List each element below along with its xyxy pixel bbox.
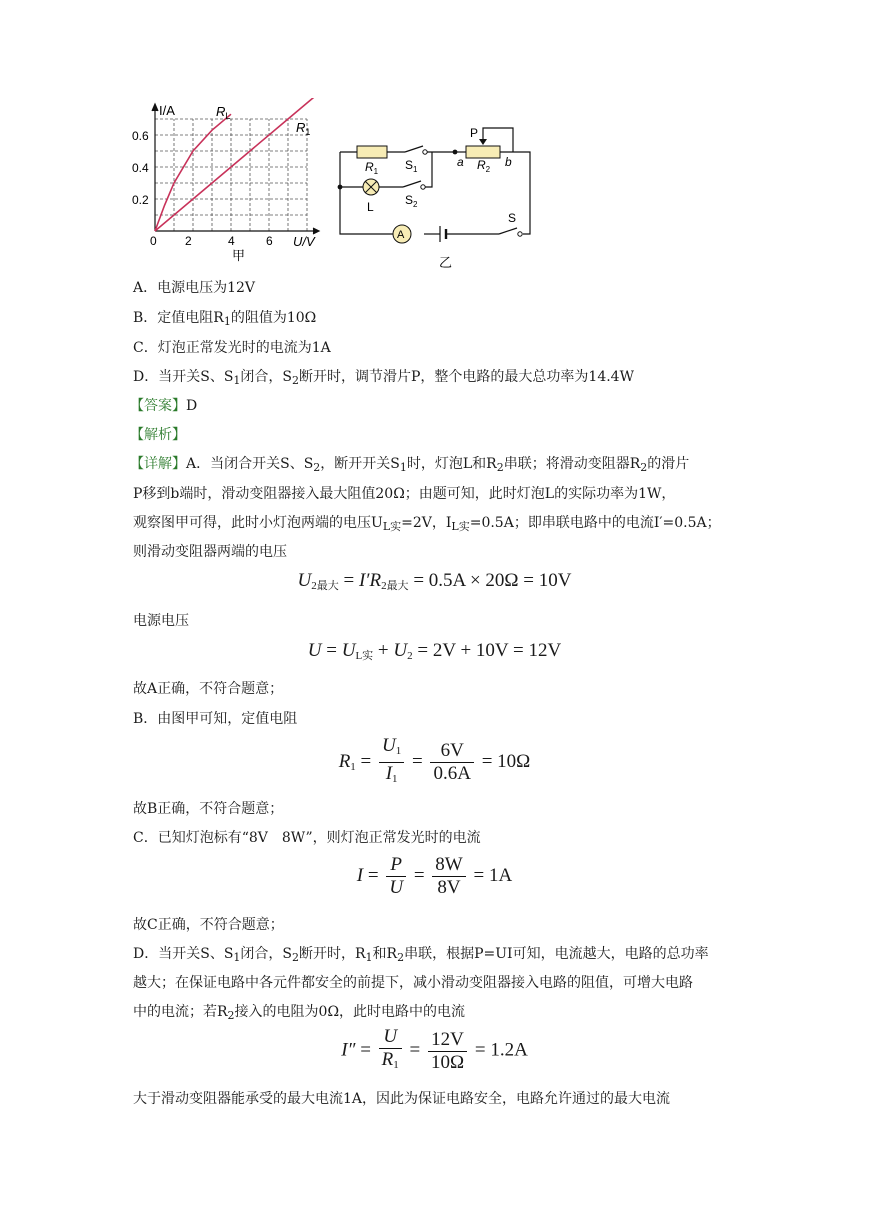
answer-value: D [186, 398, 198, 414]
label-r2: $R_2$ [477, 158, 491, 174]
x-axis-label: U/V [293, 234, 315, 249]
rheostat-r2 [466, 146, 500, 158]
switch-s2-contact [421, 185, 425, 189]
option-b: B．定值电阻$R_1$的阻值为10Ω [133, 310, 317, 328]
formula-u2max: $U_{2最大} = I'R_{2最大} = 0.5A \times 20\Omega = 10V$ [297, 570, 572, 592]
detail-line-10: 故C正确，不符合题意； [133, 917, 284, 933]
slider-p-arrow [479, 139, 487, 145]
x-tick-4: 4 [228, 234, 235, 248]
answer-line [130, 396, 197, 416]
formula-r1: $R_1$ = $\frac{U_1}{I_1}$ = $\frac{6V}{0.6A}$ = 10Ω [338, 735, 531, 785]
graph-jia [128, 98, 328, 268]
answer-tag: 【答案】 [130, 398, 186, 414]
switch-s-contact [518, 232, 522, 236]
switch-s1-contact [423, 150, 427, 154]
detail-line-12: 越大；在保证电路中各元件都安全的前提下，减小滑动变阻器接入电路的阻值，可增大电路 [133, 975, 693, 991]
detail-line-7: B．由图甲可知，定值电阻 [133, 711, 298, 727]
detail-line-1: 【详解】A．当闭合开关S、$S_2$，断开开关$S_1$时，灯泡L和$R_2$串联；将滑动变阻器$R_2$的滑片 [130, 456, 690, 474]
option-c: C．灯泡正常发光时的电流为1A [133, 340, 331, 356]
circuit-caption: 乙 [439, 255, 453, 270]
detail-line-8: 故B正确，不符合题意； [133, 801, 284, 817]
graph-grid [155, 119, 307, 231]
series-r1-line [155, 98, 317, 231]
origin-tick: 0 [150, 234, 157, 248]
option-d: D．当开关S、$S_1$闭合，$S_2$断开时，调节滑片P，整个电路的最大总功率为14.4W [133, 369, 634, 387]
junction-dot [453, 150, 458, 155]
graph-caption: 甲 [232, 248, 246, 263]
label-s: S [508, 211, 517, 225]
detail-line-11: D．当开关S、$S_1$闭合，$S_2$断开时，$R_1$和$R_2$串联，根据P=UI可知，电流越大，电路的总功率 [133, 946, 709, 964]
label-b: b [505, 155, 512, 169]
y-axis-label: I/A [159, 103, 175, 118]
graph-axes [152, 104, 319, 234]
label-r1: $R_1$ [365, 160, 379, 176]
detail-line-14: 大于滑动变阻器能承受的最大电流1A，因此为保证电路安全，电路允许通过的最大电流 [133, 1091, 671, 1107]
label-l: L [367, 200, 374, 214]
series-rl-label: $R_L$ [216, 104, 231, 121]
label-a: a [457, 155, 464, 169]
detail-line-9: C．已知灯泡标有“8V 8W”，则灯泡正常发光时的电流 [133, 830, 481, 846]
x-tick-2: 2 [185, 234, 192, 248]
detail-line-4: 则滑动变阻器两端的电压 [133, 544, 287, 560]
label-s2: $S_2$ [405, 193, 418, 209]
label-ammeter: A [397, 229, 405, 241]
formula-max-current: I″ = $\frac{U}{R_1}$ = $\frac{12V}{10\Omega}$ = 1.2A [341, 1026, 528, 1073]
x-tick-6: 6 [266, 234, 273, 248]
detail-line-13: 中的电流；若$R_2$接入的电阻为0Ω，此时电路中的电流 [133, 1004, 466, 1022]
label-s1: $S_1$ [405, 158, 418, 174]
formula-supply-voltage: $U = U_{L实} + U_2 = 2V + 10V = 12V$ [307, 640, 562, 662]
formula-rated-current: I = $\frac{P}{U}$ = $\frac{8W}{8V}$ = 1A [356, 854, 513, 898]
detail-line-5: 电源电压 [133, 613, 189, 629]
label-p: P [470, 126, 479, 140]
resistor-r1 [357, 146, 387, 158]
circuit-diagram-yi [335, 120, 545, 270]
y-tick-0.2: 0.2 [132, 193, 149, 207]
option-a: A．电源电压为12V [133, 280, 256, 296]
detail-line-2: P移到b端时，滑动变阻器接入最大阻值20Ω；由题可知，此时灯泡L的实际功率为1W， [133, 486, 676, 502]
detail-line-6: 故A正确，不符合题意； [133, 681, 284, 697]
detail-line-3: 观察图甲可得，此时小灯泡两端的电压$U_{L实}=2V$，$I_{L实}=0.5A$；即串联电路中的电流I′=0.5A； [133, 515, 721, 533]
junction-left-dot [338, 185, 343, 190]
series-r1-label: $R_1$ [296, 120, 311, 137]
analysis-tag: 【解析】 [130, 427, 186, 443]
y-tick-0.4: 0.4 [132, 161, 149, 175]
y-tick-0.6: 0.6 [132, 129, 149, 143]
